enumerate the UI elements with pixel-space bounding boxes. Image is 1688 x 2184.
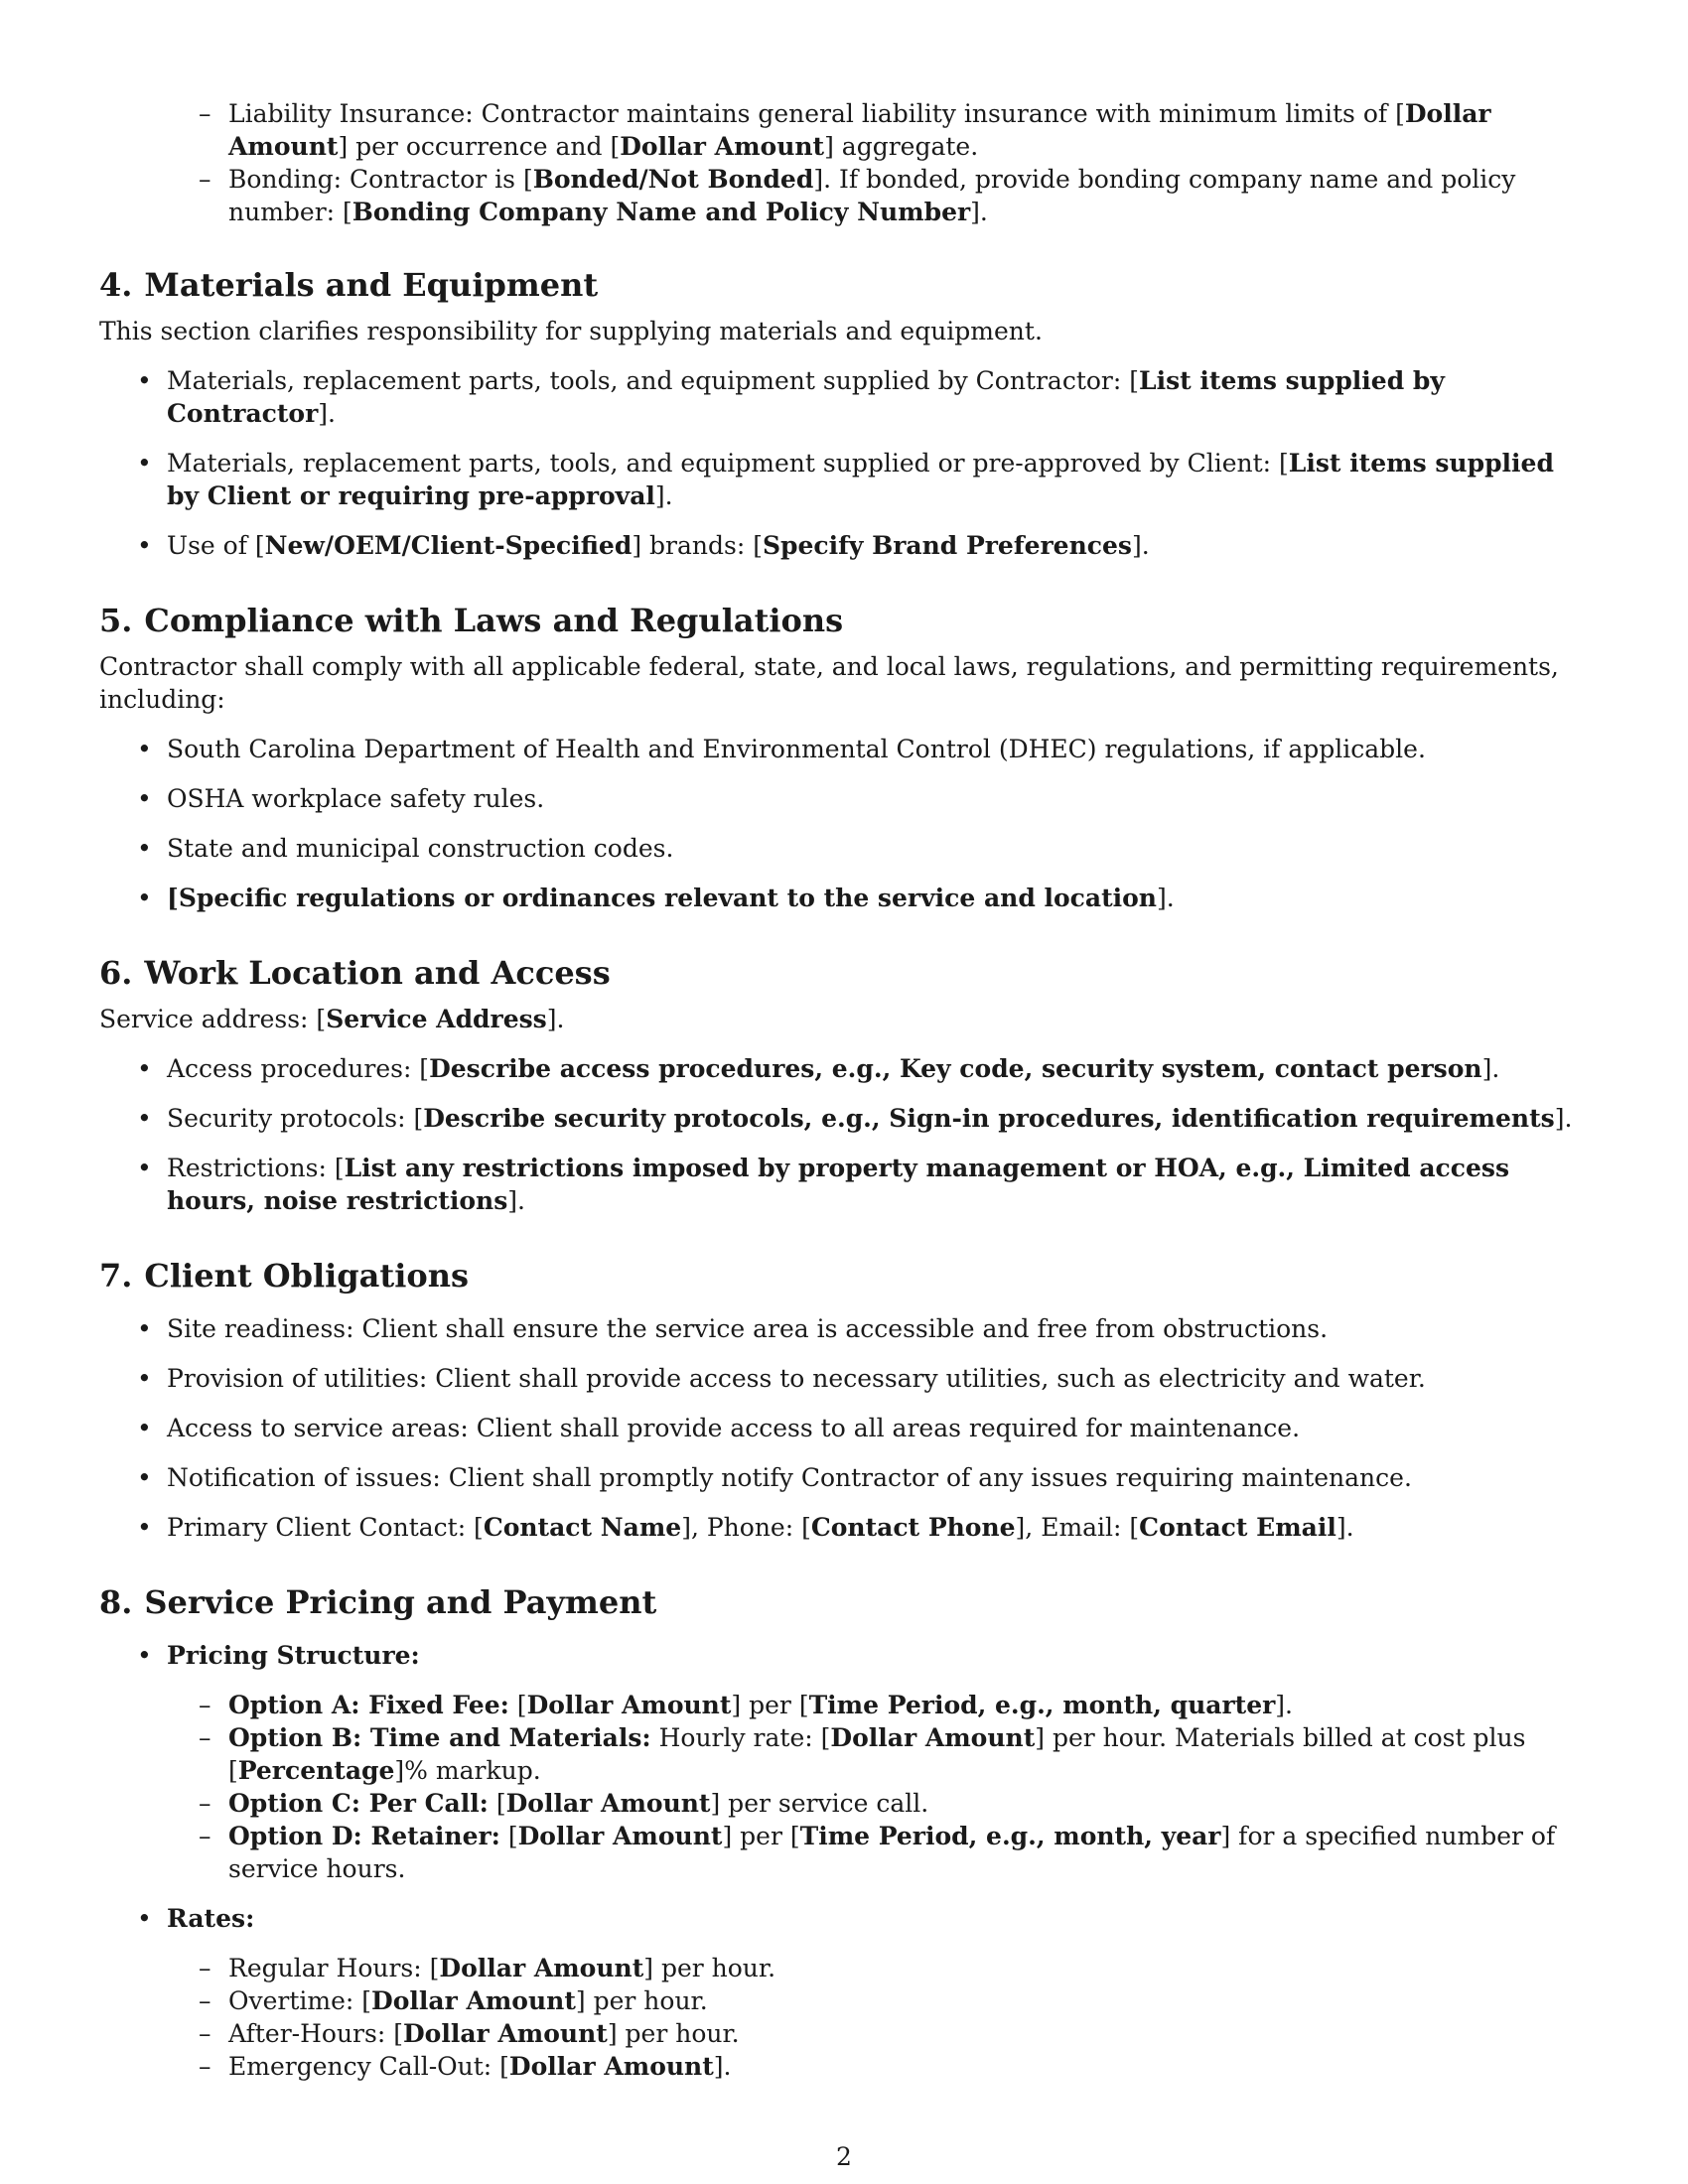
list-item: • Materials, replacement parts, tools, and equipment supplied or pre-approved by Client: [List items supplied by Client or requiring pre-approval]. — [99, 447, 1589, 512]
list-item: • Primary Client Contact: [Contact Name], Phone: [Contact Phone], Email: [Contact Email]. — [99, 1511, 1589, 1544]
rates-list — [167, 1952, 1589, 2083]
list-item: • Materials, replacement parts, tools, and equipment supplied by Contractor: [List items supplied by Contractor]. — [99, 364, 1589, 430]
section-pricing — [99, 1582, 1589, 2083]
option-c: – Option C: Per Call: [Dollar Amount] per service call. — [167, 1787, 1589, 1820]
section-client-obligations — [99, 1256, 1589, 1544]
section-heading: 4. Materials and Equipment — [99, 266, 599, 304]
list-item: • OSHA workplace safety rules. — [99, 782, 1589, 815]
list-item: • South Carolina Department of Health and Environmental Control (DHEC) regulations, if applicable. — [99, 733, 1589, 765]
list-item: • State and municipal construction codes. — [99, 832, 1589, 865]
list-item: • Security protocols: [Describe security protocols, e.g., Sign-in procedures, identification requirements]. — [99, 1102, 1589, 1135]
section-compliance — [99, 601, 1589, 914]
bullet-list — [99, 733, 1589, 914]
insurance-list — [99, 97, 1589, 228]
option-a: – Option A: Fixed Fee: [Dollar Amount] per [Time Period, e.g., month, quarter]. — [167, 1689, 1589, 1721]
section-intro: Contractor shall comply with all applicable federal, state, and local laws, regulations, and permitting requirements, including: — [99, 652, 1559, 714]
pricing-options-list — [167, 1689, 1589, 1885]
list-item: • Access procedures: [Describe access procedures, e.g., Key code, security system, contact person]. — [99, 1052, 1589, 1085]
option-d: – Option D: Retainer: [Dollar Amount] per [Time Period, e.g., month, year] for a specified number of service hours. — [167, 1820, 1589, 1885]
liability-insurance-item: – Liability Insurance: Contractor maintains general liability insurance with minimum limits of [Dollar Amount] per occurrence and [Dollar Amount] aggregate. — [99, 97, 1589, 163]
section-heading: 8. Service Pricing and Payment — [99, 1583, 657, 1621]
section-heading: 6. Work Location and Access — [99, 954, 611, 992]
bullet-list — [99, 364, 1589, 562]
option-b: – Option B: Time and Materials: Hourly rate: [Dollar Amount] per hour. Materials billed at cost plus [Percentage]% markup. — [167, 1721, 1589, 1787]
list-item: • Site readiness: Client shall ensure the service area is accessible and free from obstructions. — [99, 1312, 1589, 1345]
document-page — [99, 97, 1589, 2083]
section-materials — [99, 265, 1589, 562]
pricing-structure-item: • Pricing Structure: – Option A: Fixed Fee: [Dollar Amount] per [Time Period, e.g., month, quarter]. – Option B: Time and Materials: Hourly rate: [Dollar Amount] per hour. Materials billed at cost plus [Percentage]% markup. – Option C: Per Call: [Dollar Amount] per service call. – Option D: Retainer: [Dollar Amount] per [Time Period, e.g., month, year] for a specified number of service hours. — [99, 1639, 1589, 1885]
section-work-location — [99, 953, 1589, 1217]
service-address: Service address: [Service Address]. — [99, 1005, 565, 1033]
list-item: • [Specific regulations or ordinances relevant to the service and location]. — [99, 882, 1589, 914]
list-item: • Access to service areas: Client shall provide access to all areas required for maintenance. — [99, 1412, 1589, 1444]
rate-after-hours: – After-Hours: [Dollar Amount] per hour. — [167, 2017, 1589, 2050]
rate-regular: – Regular Hours: [Dollar Amount] per hour. — [167, 1952, 1589, 1984]
list-item: • Provision of utilities: Client shall provide access to necessary utilities, such as electricity and water. — [99, 1362, 1589, 1395]
bonding-item: – Bonding: Contractor is [Bonded/Not Bonded]. If bonded, provide bonding company name and policy number: [Bonding Company Name and Policy Number]. — [99, 163, 1589, 228]
page-number: 2 — [836, 2142, 852, 2171]
list-item: • Notification of issues: Client shall promptly notify Contractor of any issues requiring maintenance. — [99, 1461, 1589, 1494]
list-item: • Restrictions: [List any restrictions imposed by property management or HOA, e.g., Limited access hours, noise restrictions]. — [99, 1152, 1589, 1217]
bullet-list — [99, 1639, 1589, 2083]
section-intro: This section clarifies responsibility for supplying materials and equipment. — [99, 317, 1043, 345]
list-item: • Use of [New/OEM/Client-Specified] brands: [Specify Brand Preferences]. — [99, 529, 1589, 562]
section-heading: 7. Client Obligations — [99, 1257, 469, 1295]
section-heading: 5. Compliance with Laws and Regulations — [99, 602, 844, 639]
bullet-list — [99, 1052, 1589, 1217]
bullet-list — [99, 1312, 1589, 1544]
rate-emergency: – Emergency Call-Out: [Dollar Amount]. — [167, 2050, 1589, 2083]
rates-item: • Rates: – Regular Hours: [Dollar Amount] per hour. – Overtime: [Dollar Amount] per hour. – After-Hours: [Dollar Amount] per hour. – Emergency Call-Out: [Dollar Amount]. — [99, 1902, 1589, 2083]
rate-overtime: – Overtime: [Dollar Amount] per hour. — [167, 1984, 1589, 2017]
